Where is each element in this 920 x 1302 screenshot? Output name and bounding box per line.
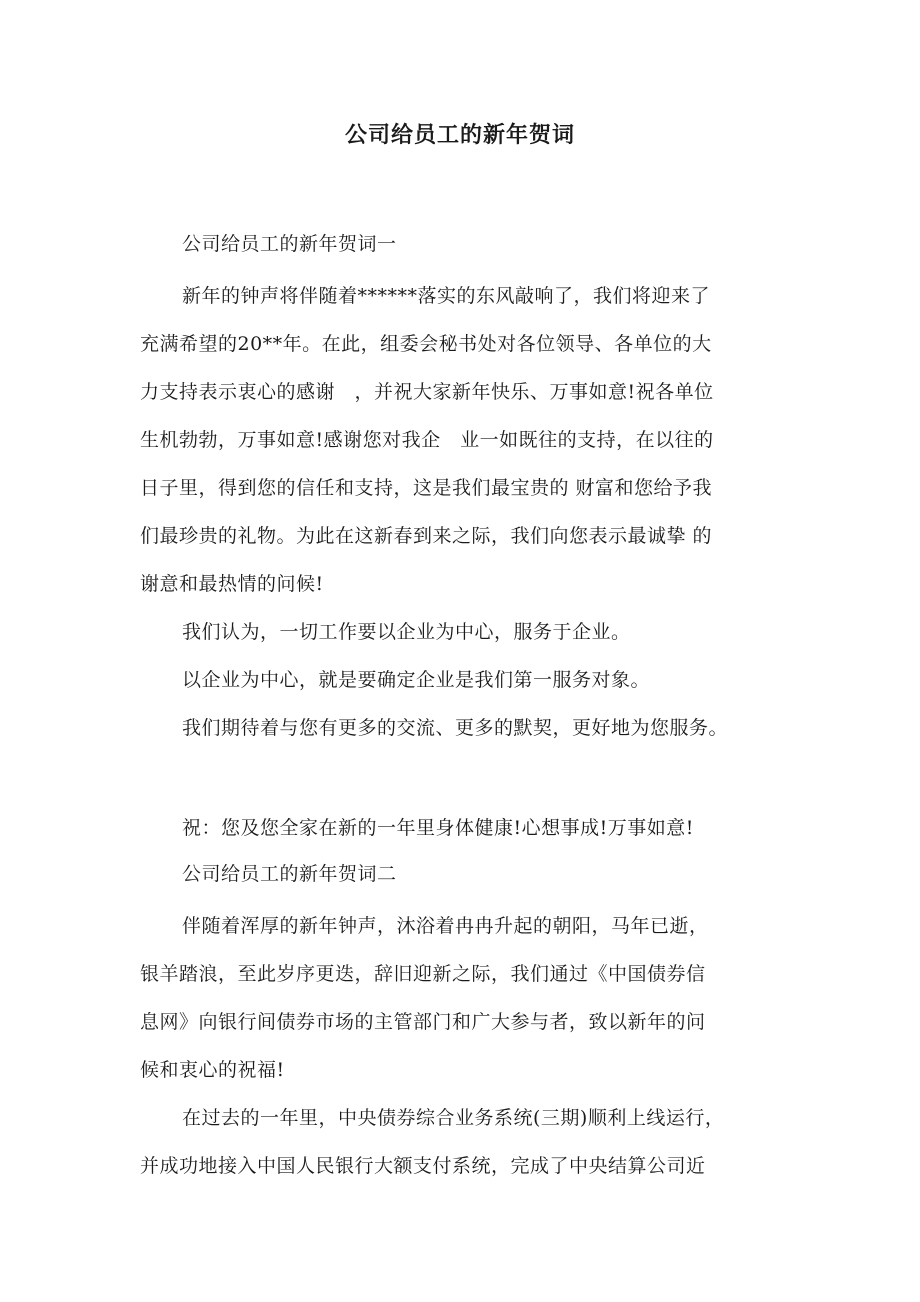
paragraph-line: 息网》向银行间债券市场的主管部门和广大参与者，致以新年的问 (140, 1011, 706, 1033)
paragraph-line: 银羊踏浪，至此岁序更迭，辞旧迎新之际，我们通过《中国债券信 (140, 963, 706, 985)
paragraph-line: 们最珍贵的礼物。为此在这新春到来之际，我们向您表示最诚挚 的 (140, 525, 713, 547)
paragraph-line: 生机勃勃，万事如意!感谢您对我企 业一如既往的支持，在以往的 (140, 429, 714, 451)
paragraph-line: 力支持表示衷心的感谢 ，并祝大家新年快乐、万事如意!祝各单位 (140, 381, 714, 403)
paragraph-line: 并成功地接入中国人民银行大额支付系统，完成了中央结算公司近 (140, 1155, 706, 1177)
paragraph-line: 日子里，得到您的信任和支持，这是我们最宝贵的 财富和您给予我 (140, 477, 713, 499)
paragraph-line: 以企业为中心，就是要确定企业是我们第一服务对象。 (182, 669, 651, 691)
paragraph-line: 在过去的一年里，中央债券综合业务系统(三期)顺利上线运行， (182, 1107, 725, 1129)
paragraph-line: 我们期待着与您有更多的交流、更多的默契，更好地为您服务。 (182, 717, 729, 739)
paragraph-line: 候和衷心的祝福! (140, 1059, 285, 1081)
paragraph-line: 伴随着浑厚的新年钟声，沐浴着冉冉升起的朝阳，马年已逝， (182, 915, 709, 937)
section-heading-2: 公司给员工的新年贺词二 (182, 863, 397, 885)
section-heading-1: 公司给员工的新年贺词一 (182, 233, 397, 255)
paragraph-line: 我们认为，一切工作要以企业为中心，服务于企业。 (182, 621, 631, 643)
document-title: 公司给员工的新年贺词 (344, 123, 575, 148)
paragraph-line: 充满希望的20**年。在此，组委会秘书处对各位领导、各单位的大 (140, 333, 712, 355)
paragraph-line: 谢意和最热情的问候! (140, 573, 324, 595)
paragraph-line: 新年的钟声将伴随着******落实的东风敲响了，我们将迎来了 (182, 285, 711, 307)
blessing-line: 祝：您及您全家在新的一年里身体健康!心想事成!万事如意! (182, 817, 694, 839)
